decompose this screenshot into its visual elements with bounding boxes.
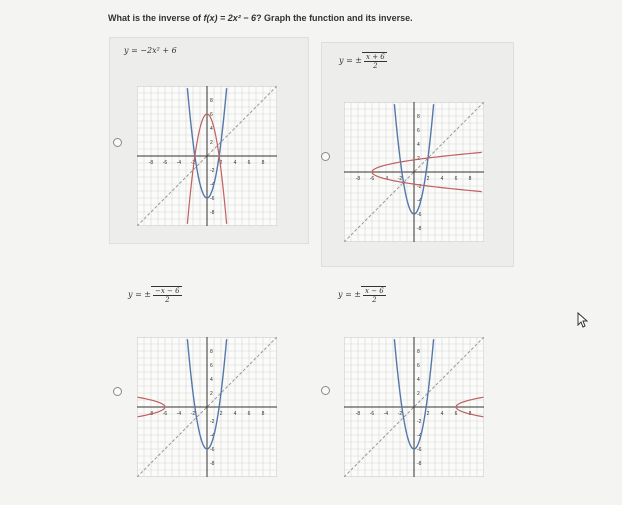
y-tick-label: 8	[210, 349, 213, 355]
x-tick-label: -6	[162, 411, 168, 417]
x-tick-label: -4	[383, 411, 389, 417]
option-d-radio[interactable]	[321, 386, 330, 395]
option-d-equation	[338, 286, 386, 304]
x-tick-label: 8	[468, 176, 472, 182]
x-tick-label: -4	[176, 160, 182, 166]
x-tick-label: 2	[219, 411, 223, 417]
y-tick-label: -6	[210, 196, 215, 202]
option-c-den: 2	[165, 296, 170, 304]
option-b-graph	[344, 102, 484, 242]
y-tick-label: -8	[417, 226, 422, 232]
option-b-sqrt	[362, 52, 387, 70]
x-tick-label: 6	[247, 160, 251, 166]
x-tick-label: -8	[148, 411, 154, 417]
option-a-graph	[137, 86, 277, 226]
y-tick-label: 6	[210, 363, 213, 369]
x-tick-label: -4	[176, 411, 182, 417]
y-tick-label: 8	[417, 114, 420, 120]
x-tick-label: 4	[440, 411, 444, 417]
x-tick-label: 2	[219, 160, 223, 166]
x-tick-label: 6	[247, 411, 251, 417]
y-tick-label: 4	[210, 377, 213, 383]
y-tick-label: -8	[210, 461, 215, 467]
y-tick-label: -6	[417, 212, 422, 218]
x-tick-label: -2	[190, 160, 196, 166]
y-tick-label: -2	[210, 168, 215, 174]
option-b-radio[interactable]	[321, 152, 330, 161]
x-tick-label: 8	[261, 411, 265, 417]
y-tick-label: -2	[210, 419, 215, 425]
question-function: f(x) = 2x² − 6	[203, 13, 257, 23]
y-tick-label: -8	[417, 461, 422, 467]
y-tick-label: -4	[417, 433, 422, 439]
x-tick-label: -6	[369, 176, 375, 182]
question-prefix: What is the inverse of	[108, 13, 204, 23]
option-c-sqrt	[151, 286, 182, 304]
y-tick-label: -8	[210, 210, 215, 216]
y-tick-label: 6	[417, 363, 420, 369]
option-d-prefix: y = ±	[338, 290, 362, 299]
y-tick-label: 6	[417, 128, 420, 134]
x-tick-label: 8	[261, 160, 265, 166]
option-b-num: x + 6	[366, 53, 385, 61]
x-tick-label: 4	[440, 176, 444, 182]
option-d-num: x − 6	[365, 287, 384, 295]
option-a-equation: y = −2x² + 6	[124, 46, 177, 55]
y-tick-label: 2	[210, 140, 213, 146]
x-tick-label: -8	[355, 176, 361, 182]
option-d-den: 2	[372, 296, 377, 304]
y-tick-label: 4	[417, 377, 420, 383]
x-tick-label: -2	[397, 411, 403, 417]
y-tick-label: -2	[417, 419, 422, 425]
y-tick-label: 2	[417, 391, 420, 397]
y-tick-label: 8	[417, 349, 420, 355]
option-d-sqrt	[361, 286, 386, 304]
option-c-equation	[128, 286, 182, 304]
option-b-prefix: y = ±	[339, 56, 363, 65]
y-tick-label: -4	[210, 182, 215, 188]
x-tick-label: 6	[454, 411, 458, 417]
x-tick-label: -6	[162, 160, 168, 166]
x-tick-label: -8	[148, 160, 154, 166]
option-c-radio[interactable]	[113, 387, 122, 396]
question-text	[108, 13, 413, 23]
x-tick-label: -2	[190, 411, 196, 417]
x-tick-label: -4	[383, 176, 389, 182]
x-tick-label: 2	[426, 176, 430, 182]
option-a-radio[interactable]	[113, 138, 122, 147]
option-c-prefix: y = ±	[128, 290, 152, 299]
x-tick-label: 2	[426, 411, 430, 417]
option-b-equation	[339, 52, 387, 70]
y-tick-label: -6	[417, 447, 422, 453]
question-suffix: ? Graph the function and its inverse.	[256, 13, 413, 23]
y-tick-label: -4	[210, 433, 215, 439]
option-d-graph	[344, 337, 484, 477]
x-tick-label: 8	[468, 411, 472, 417]
option-c-graph	[137, 337, 277, 477]
option-c-num: −x − 6	[155, 287, 180, 295]
x-tick-label: -6	[369, 411, 375, 417]
x-tick-label: 4	[233, 160, 237, 166]
option-b-den: 2	[373, 62, 378, 70]
y-tick-label: 6	[210, 112, 213, 118]
y-tick-label: 2	[417, 156, 420, 162]
x-tick-label: -8	[355, 411, 361, 417]
x-tick-label: -2	[397, 176, 403, 182]
mouse-cursor-icon	[577, 312, 589, 328]
y-tick-label: -4	[417, 198, 422, 204]
x-tick-label: 4	[233, 411, 237, 417]
y-tick-label: 4	[210, 126, 213, 132]
y-tick-label: 4	[417, 142, 420, 148]
y-tick-label: 8	[210, 98, 213, 104]
y-tick-label: 2	[210, 391, 213, 397]
x-tick-label: 6	[454, 176, 458, 182]
y-tick-label: -6	[210, 447, 215, 453]
y-tick-label: -2	[417, 184, 422, 190]
